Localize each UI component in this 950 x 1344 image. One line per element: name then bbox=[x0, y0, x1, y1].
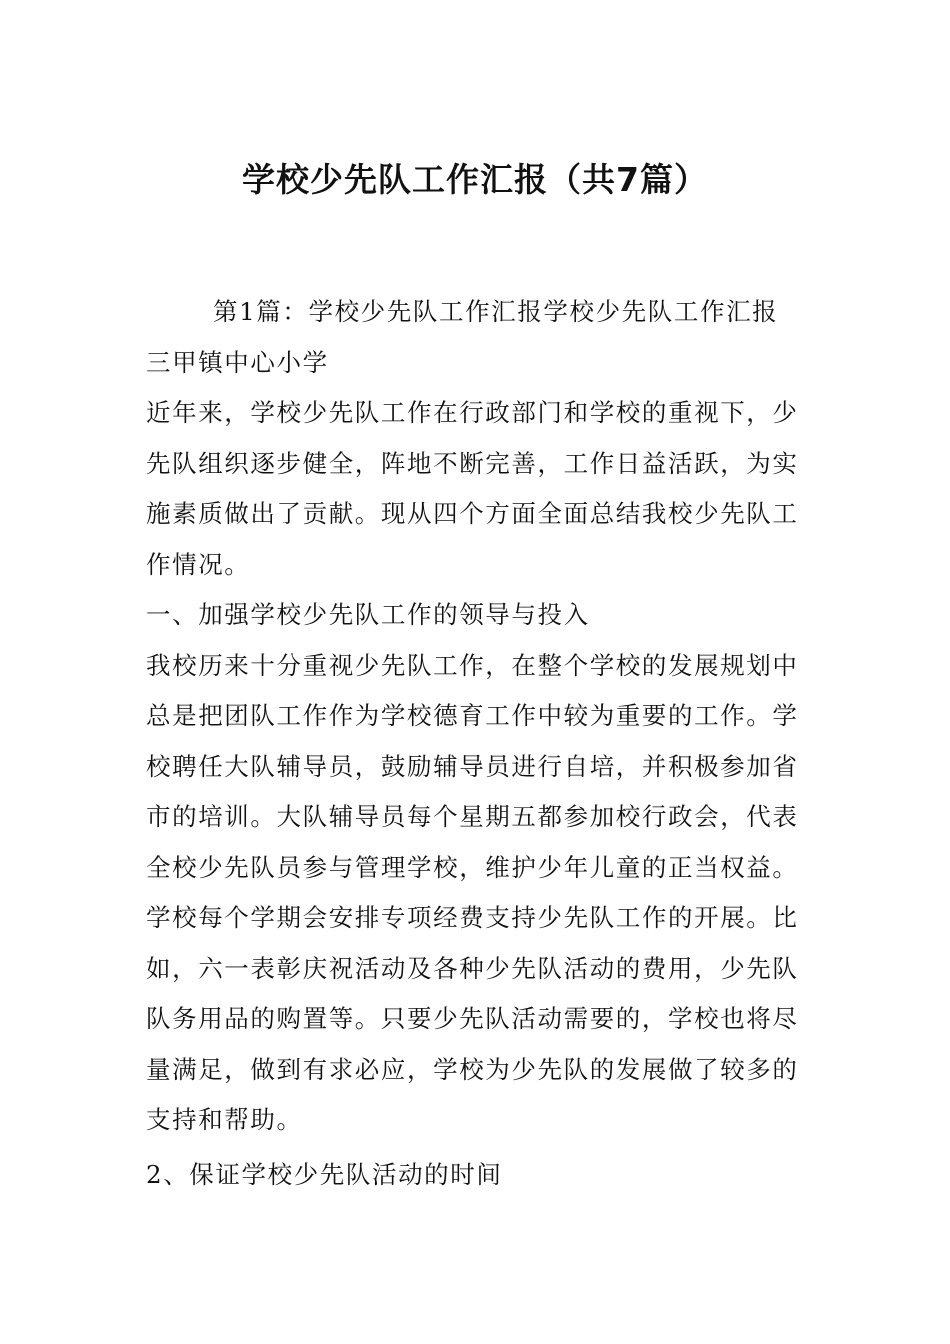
section-heading-1: 一、加强学校少先队工作的领导与投入 bbox=[146, 600, 590, 629]
intro-paragraph: 近年来，学校少先队工作在行政部门和学校的重视下，少先队组织逐步健全，阵地不断完善，工作日益活跃，为实施素质做出了贡献。现从四个方面全面总结我校少先队工作情况。 bbox=[146, 398, 799, 579]
document-title: 学校少先队工作汇报（共7篇） bbox=[242, 160, 708, 199]
chapter-heading: 第1篇：学校少先队工作汇报学校少先队工作汇报 bbox=[213, 297, 779, 326]
school-name: 三甲镇中心小学 bbox=[146, 347, 329, 377]
body-paragraph: 我校历来十分重视少先队工作，在整个学校的发展规划中总是把团队工作作为学校德育工作中较为重要的工作。学校聘任大队辅导员，鼓励辅导员进行自培，并积极参加省市的培训。大队辅导员每个星期五都参加校行政会，代表全校少先队员参与管理学校，维护少年儿童的正当权益。 bbox=[146, 650, 799, 882]
section-heading-2: 2、保证学校少先队活动的时间 bbox=[146, 1159, 503, 1189]
document-body bbox=[146, 287, 814, 1200]
body-paragraph: 学校每个学期会安排专项经费支持少先队工作的开展。比如，六一表彰庆祝活动及各种少先队活动的费用，少先队队务用品的购置等。只要少先队活动需要的，学校也将尽量满足，做到有求必应，学校为少先队的发展做了较多的支持和帮助。 bbox=[146, 903, 799, 1134]
